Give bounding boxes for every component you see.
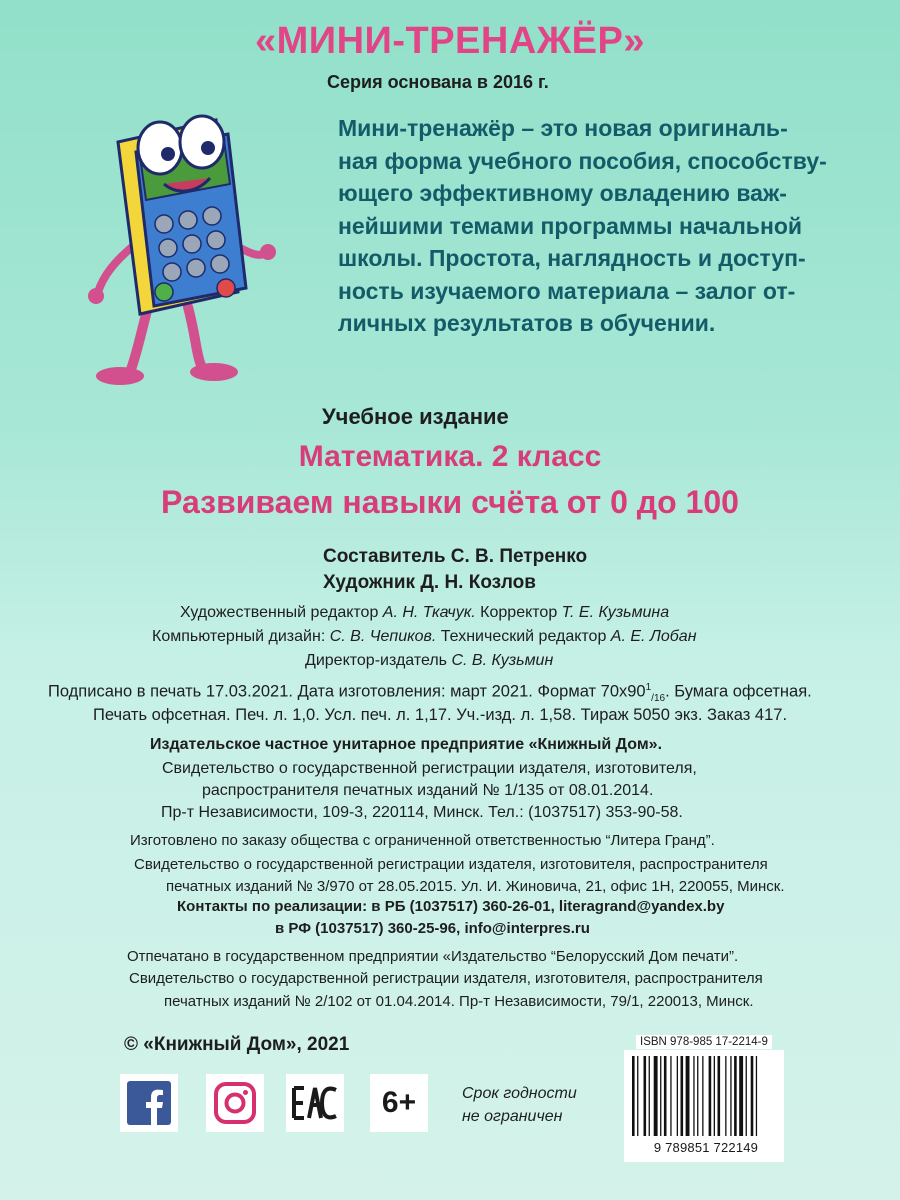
intro-line: Мини-тренажёр – это новая оригиналь- bbox=[338, 115, 788, 141]
manufacturer-cert: Свидетельство о государственной регистрации издателя, изготовителя, распространителя bbox=[134, 856, 768, 873]
publisher-cert-number: распространителя печатных изданий № 1/135 от 08.01.2014. bbox=[202, 782, 654, 799]
tech-editor-name: А. Е. Лобан bbox=[610, 628, 697, 645]
facebook-logo-icon bbox=[127, 1081, 171, 1125]
shelf-life-note bbox=[462, 1082, 577, 1128]
publisher-name: Издательское частное унитарное предприятие «Книжный Дом». bbox=[150, 736, 663, 753]
barcode-bar bbox=[686, 1056, 690, 1136]
publisher-address: Пр-т Независимости, 109-3, 220114, Минск. Тел.: (1037517) 353-90-58. bbox=[161, 804, 683, 821]
intro-line: ность изучаемого материала – залог от- bbox=[338, 277, 796, 304]
sales-contact-by: Контакты по реализации: в РБ (1037517) 360-26-01, literagrand@yandex.by bbox=[177, 898, 725, 915]
barcode-bar bbox=[725, 1056, 726, 1136]
series-title: «МИНИ-ТРЕНАЖЁР» bbox=[254, 20, 646, 62]
barcode-bar bbox=[693, 1056, 694, 1136]
intro-line: личных результатов в обучении. bbox=[338, 310, 716, 336]
barcode-bar bbox=[702, 1056, 703, 1136]
barcode-bar bbox=[746, 1056, 747, 1136]
format-sub: /16 bbox=[651, 692, 666, 704]
printer-address: печатных изданий № 2/102 от 01.04.2014. Пр-т Независимости, 79/1, 220013, Минск. bbox=[164, 993, 754, 1010]
design-name: С. В. Чепиков. bbox=[329, 628, 437, 645]
barcode-bar bbox=[718, 1056, 721, 1136]
shelf-life-line: Срок годности bbox=[462, 1085, 577, 1102]
instagram-logo-icon bbox=[213, 1081, 257, 1125]
intro-line: ная форма учебного пособия, способству- bbox=[338, 147, 827, 174]
print-volume-line: Печать офсетная. Печ. л. 1,0. Усл. печ. л. 1,17. Уч.-изд. л. 1,58. Тираж 5050 экз. Заказ 417. bbox=[93, 706, 788, 724]
intro-paragraph bbox=[338, 112, 858, 340]
print-details-line bbox=[48, 682, 812, 704]
printer-cert: Свидетельство о государственной регистрации издателя, изготовителя, распространителя bbox=[129, 970, 763, 987]
barcode-bar bbox=[649, 1056, 650, 1136]
eac-mark-icon bbox=[286, 1074, 344, 1132]
barcode-bar bbox=[670, 1056, 671, 1136]
compiler-credit: Составитель С. В. Петренко bbox=[323, 546, 588, 567]
eac-logo-icon bbox=[292, 1086, 338, 1120]
barcode-bar bbox=[654, 1056, 658, 1136]
art-editor-name: А. Н. Ткачук. bbox=[382, 604, 476, 621]
director-name: С. В. Кузьмин bbox=[451, 652, 554, 669]
barcode-bar bbox=[677, 1056, 678, 1136]
manufacturer-address: печатных изданий № 3/970 от 28.05.2015. Ул. И. Жиновича, 21, офис 1Н, 220055, Минск. bbox=[166, 878, 785, 895]
barcode-bar bbox=[660, 1056, 661, 1136]
barcode-bar bbox=[730, 1056, 731, 1136]
corrector-label: Корректор bbox=[480, 604, 562, 621]
barcode-bar bbox=[709, 1056, 712, 1136]
barcode-icon bbox=[624, 1050, 784, 1142]
copyright: © «Книжный Дом», 2021 bbox=[124, 1034, 350, 1055]
barcode-bar bbox=[739, 1056, 743, 1136]
shelf-life-line: не ограничен bbox=[462, 1108, 563, 1125]
barcode-bar bbox=[751, 1056, 754, 1136]
barcode-bar bbox=[734, 1056, 737, 1136]
barcode-bar bbox=[681, 1056, 684, 1136]
paper-type: . Бумага офсетная. bbox=[665, 682, 812, 701]
book-subject: Математика. 2 класс bbox=[298, 440, 602, 473]
corrector-name: Т. Е. Кузьмина bbox=[561, 604, 670, 621]
barcode-bar bbox=[756, 1056, 757, 1136]
series-founded: Серия основана в 2016 г. bbox=[327, 72, 549, 92]
format-sup: 1 bbox=[645, 682, 652, 693]
isbn-number: ISBN 978-985 17-2214-9 bbox=[636, 1035, 772, 1049]
instagram-icon bbox=[206, 1074, 264, 1132]
barcode-bar bbox=[644, 1056, 647, 1136]
barcode-digits: 9 789851 722149 bbox=[653, 1140, 759, 1155]
barcode-bar bbox=[637, 1056, 638, 1136]
book-title: Развиваем навыки счёта от 0 до 100 bbox=[161, 484, 739, 520]
facebook-icon bbox=[120, 1074, 178, 1132]
design-line bbox=[152, 628, 697, 646]
print-signed: Подписано в печать 17.03.2021. Дата изготовления: март 2021. Формат 70х90 bbox=[48, 682, 646, 701]
barcode-bar bbox=[632, 1056, 635, 1136]
barcode-bar bbox=[714, 1056, 715, 1136]
printer-line: Отпечатано в государственном предприятии «Издательство “Белорусский Дом печати”. bbox=[127, 948, 739, 965]
manufacturer-line: Изготовлено по заказу общества с ограниченной ответственностью “Литера Гранд”. bbox=[130, 832, 715, 849]
age-rating-badge: 6+ bbox=[370, 1074, 428, 1132]
sales-contact-ru: в РФ (1037517) 360-25-96, info@interpres.ru bbox=[275, 920, 590, 937]
director-line bbox=[305, 652, 553, 670]
edition-label: Учебное издание bbox=[322, 404, 509, 429]
publisher-cert: Свидетельство о государственной регистрации издателя, изготовителя, bbox=[162, 760, 697, 777]
design-label: Компьютерный дизайн: bbox=[152, 628, 330, 645]
director-label: Директор-издатель bbox=[305, 652, 452, 669]
art-editor-label: Художественный редактор bbox=[180, 604, 383, 621]
art-editor-line bbox=[180, 604, 669, 622]
intro-line: школы. Простота, наглядность и доступ- bbox=[338, 245, 806, 271]
barcode-bar bbox=[697, 1056, 698, 1136]
tech-editor-label: Технический редактор bbox=[440, 628, 611, 645]
illustrator-credit: Художник Д. Н. Козлов bbox=[323, 572, 536, 593]
intro-line: нейшими темами программы начальной bbox=[338, 212, 803, 239]
intro-line: ющего эффективному овладению важ- bbox=[338, 180, 787, 206]
calculator-mascot-icon bbox=[78, 92, 288, 392]
barcode-bar bbox=[664, 1056, 667, 1136]
